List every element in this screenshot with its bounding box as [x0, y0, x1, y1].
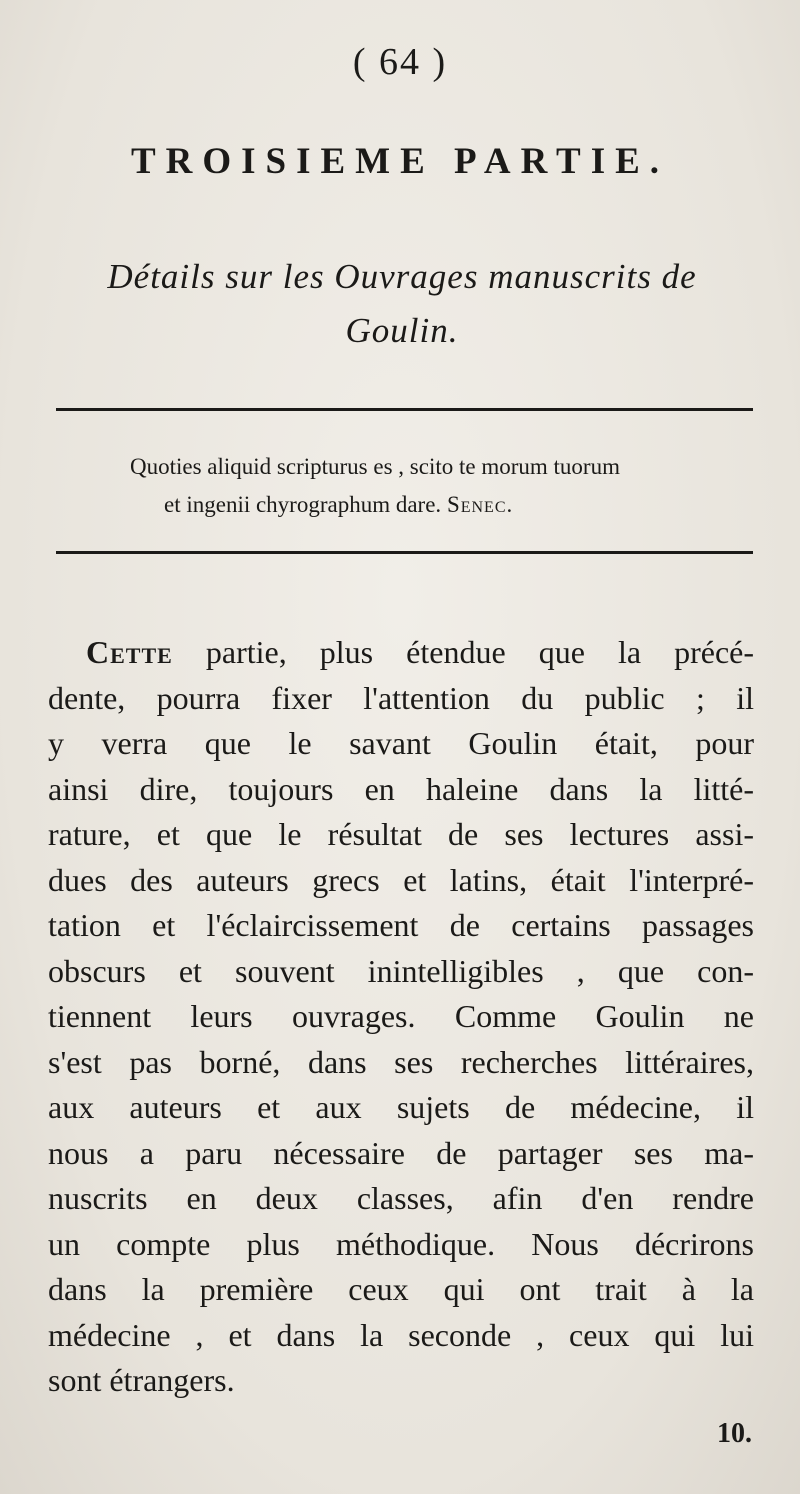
body-paragraph: [48, 630, 754, 1404]
body-line: s'est pas borné, dans ses recherches littéraires,: [48, 1043, 754, 1080]
signature-mark: 10.: [717, 1418, 752, 1449]
body-line: nuscrits en deux classes, afin d'en rendre: [48, 1180, 754, 1216]
epigraph-line-2-text: et ingenii chyrographum dare.: [164, 492, 442, 517]
body-line: nous a paru nécessaire de partager ses ma-: [48, 1134, 754, 1171]
body-line: dente, pourra fixer l'attention du public ; il: [48, 679, 754, 716]
page-number: ( 64 ): [352, 41, 448, 83]
part-title: TROISIEME PARTIE.: [130, 141, 670, 182]
body-line: sont étrangers.: [48, 1362, 235, 1398]
body-line-text: partie, plus étendue que la précé-: [205, 634, 754, 670]
lead-word: Cette: [86, 634, 173, 670]
body-line: y verra que le savant Goulin était, pour: [48, 725, 754, 761]
epigraph-line-2: [56, 486, 753, 524]
body-line: rature, et que le résultat de ses lectures assi-: [48, 816, 754, 852]
epigraph: [56, 448, 753, 524]
subtitle-line-2: Goulin.: [345, 311, 459, 350]
body-line: médecine , et dans la seconde , ceux qui lui: [48, 1316, 754, 1353]
body-line: ainsi dire, toujours en haleine dans la litté-: [48, 770, 754, 807]
subtitle-line-1: Détails sur les Ouvrages manuscrits de: [107, 257, 697, 296]
bottom-rule: [56, 551, 753, 554]
body-line: [48, 630, 754, 676]
section-subtitle: [48, 250, 756, 358]
epigraph-author: Senec.: [446, 492, 514, 517]
body-line: obscurs et souvent inintelligibles , que con-: [48, 952, 754, 989]
body-line: tation et l'éclaircissement de certains passages: [48, 907, 754, 943]
body-line: aux auteurs et aux sujets de médecine, il: [48, 1089, 754, 1125]
body-line: un compte plus méthodique. Nous décrirons: [48, 1225, 754, 1262]
top-rule: [56, 408, 753, 411]
epigraph-line-1: Quoties aliquid scripturus es , scito te morum tuorum: [130, 454, 620, 479]
body-line: dans la première ceux qui ont trait à la: [48, 1271, 754, 1307]
body-line: dues des auteurs grecs et latins, était l'interpré-: [48, 861, 754, 898]
body-line: tiennent leurs ouvrages. Comme Goulin ne: [48, 998, 754, 1034]
